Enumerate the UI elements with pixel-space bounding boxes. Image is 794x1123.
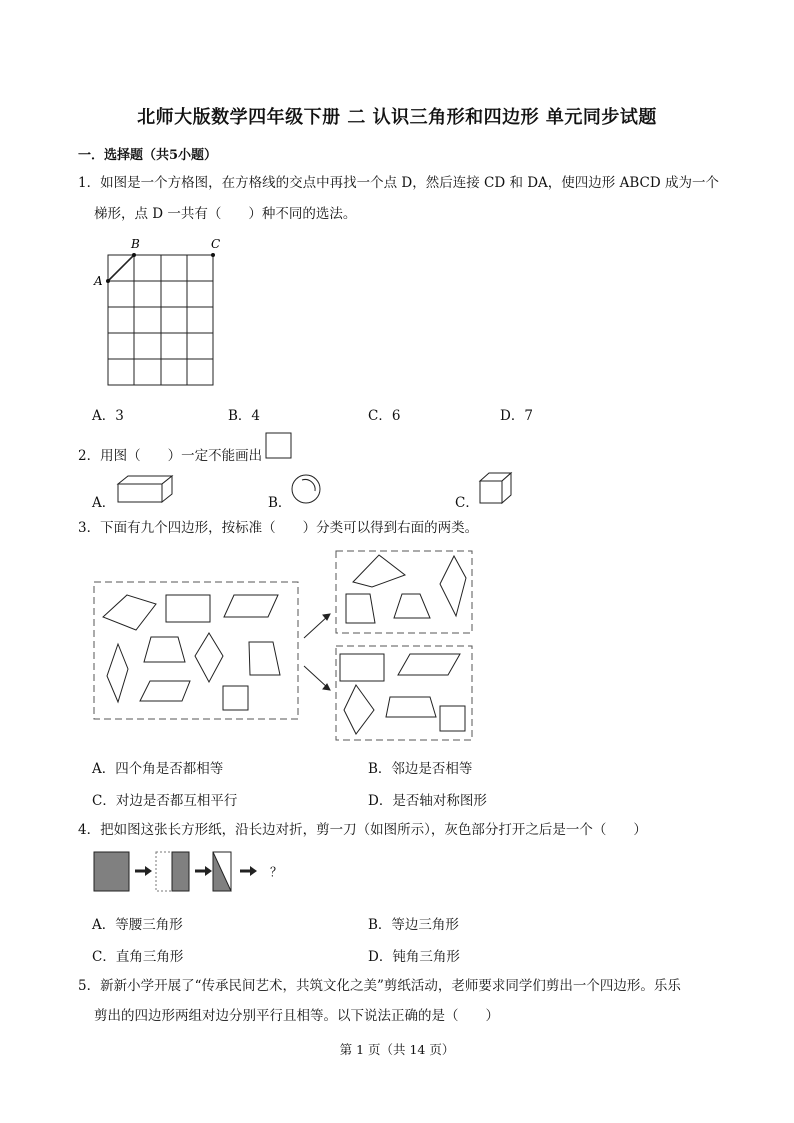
q5-text-line2: 剪出的四边形两组对边分别平行且相等。以下说法正确的是（ ） [94, 1008, 499, 1024]
q5-text-line1: 5．新新小学开展了“传承民间艺术，共筑文化之美”剪纸活动，老师要求同学们剪出一个四边形。乐乐 [78, 978, 681, 994]
q4-folding-figure [92, 850, 292, 894]
cuboid-icon [116, 474, 174, 504]
page-title: 北师大版数学四年级下册 二 认识三角形和四边形 单元同步试题 [137, 107, 657, 128]
q4-option-b[interactable]: B．等边三角形 [368, 917, 459, 933]
page-footer: 第 1 页（共 14 页） [339, 1042, 455, 1057]
q2-option-a[interactable]: A． [92, 495, 116, 511]
q2-text: 2．用图（ ）一定不能画出 [78, 448, 263, 464]
q2-option-b[interactable]: B． [268, 495, 292, 511]
q3-option-d[interactable]: D．是否轴对称图形 [368, 793, 487, 809]
q2-option-c[interactable]: C． [455, 495, 479, 511]
q3-classification-figure [90, 548, 480, 744]
q4-option-d[interactable]: D．钝角三角形 [368, 949, 460, 965]
q1-text-line1: 1．如图是一个方格图，在方格线的交点中再找一个点 D，然后连接 CD 和 DA，使四边形 ABCD 成为一个 [78, 175, 719, 191]
q4-question-mark: ？ [270, 865, 283, 879]
q4-text: 4．把如图这张长方形纸，沿长边对折，剪一刀（如图所示），灰色部分打开之后是一个（ ） [78, 822, 647, 838]
section-heading: 一．选择题（共5小题） [78, 148, 218, 163]
q3-option-a[interactable]: A．四个角是否都相等 [92, 761, 224, 777]
cube-icon [478, 471, 514, 505]
q3-option-c[interactable]: C．对边是否都互相平行 [92, 793, 238, 809]
q2-square-figure [265, 432, 293, 460]
q1-option-b[interactable]: B．4 [228, 408, 261, 424]
point-a-label: A [94, 274, 103, 288]
q3-text: 3．下面有九个四边形，按标准（ ）分类可以得到右面的两类。 [78, 520, 479, 536]
sphere-icon [290, 473, 324, 505]
q1-option-d[interactable]: D．7 [500, 408, 533, 424]
q1-option-c[interactable]: C．6 [368, 408, 401, 424]
q3-option-b[interactable]: B．邻边是否相等 [368, 761, 473, 777]
point-c-label: C [211, 237, 221, 251]
q4-option-a[interactable]: A．等腰三角形 [92, 917, 183, 933]
point-b-label: B [131, 237, 140, 251]
q4-option-c[interactable]: C．直角三角形 [92, 949, 184, 965]
q1-option-a[interactable]: A．3 [92, 408, 124, 424]
q1-text-line2: 梯形，点 D 一共有（ ）种不同的选法。 [94, 206, 357, 222]
q1-grid-figure [90, 236, 230, 391]
